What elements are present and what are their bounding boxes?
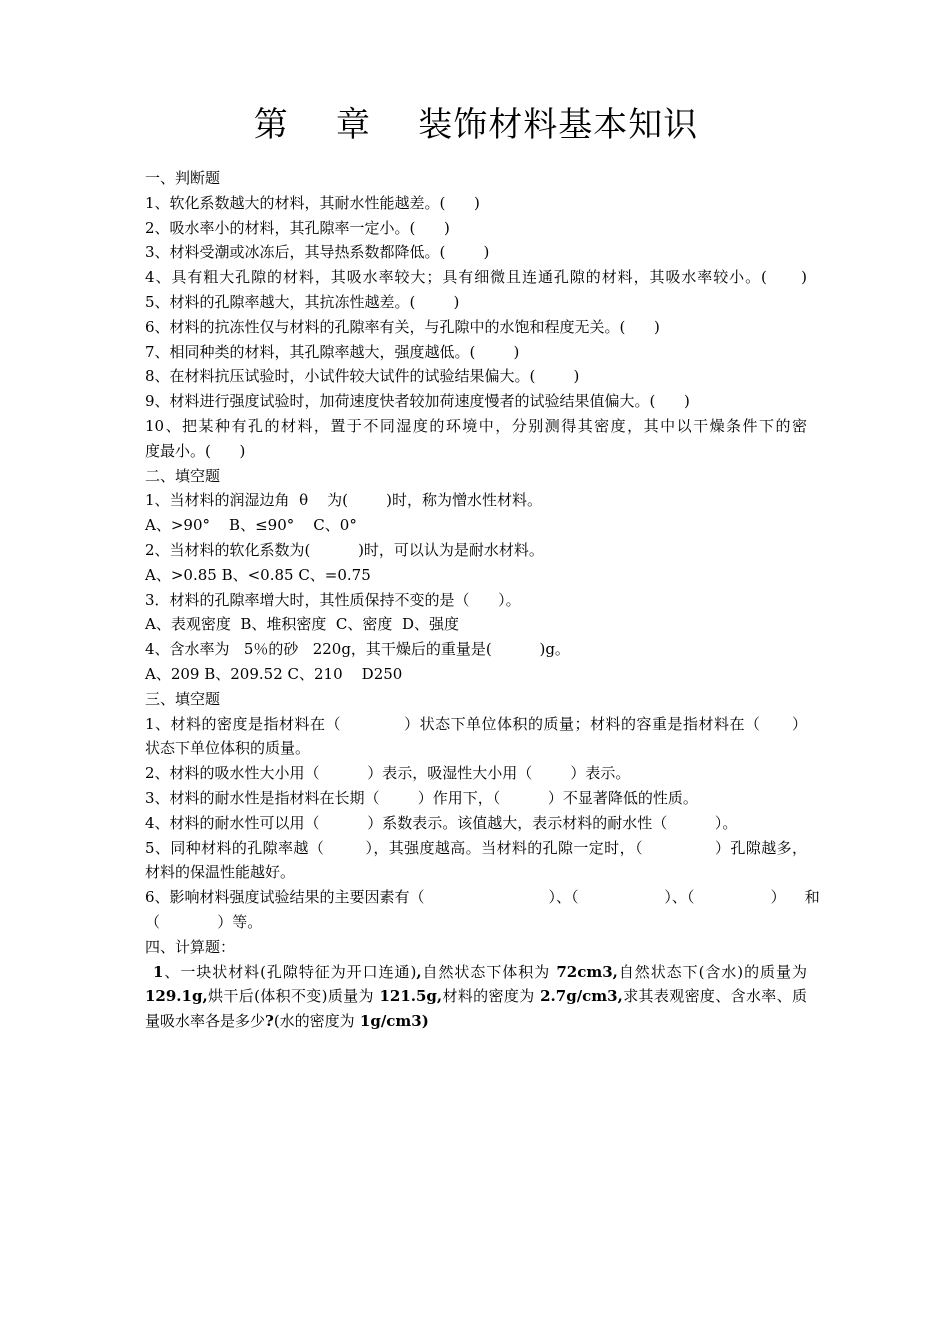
question-item: 5、同种材料的孔隙率越（ ），其强度越高。当材料的孔隙一定时，（ ）孔隙越多，	[145, 838, 807, 857]
problem-text: ,	[416, 962, 422, 981]
problem-text: 材料的密度为	[442, 987, 535, 1006]
problem-text: 自然状态下体积为	[421, 962, 551, 981]
question-item: 1、材料的密度是指材料在（ ）状态下单位体积的质量；材料的容重是指材料在（ ）	[145, 714, 807, 733]
question-item: 3．材料的孔隙率增大时，其性质保持不变的是（ ）。	[145, 590, 521, 609]
section-heading-judgement: 一、判断题	[145, 169, 221, 187]
question-item: 4、材料的耐水性可以用（ ）系数表示。该值越大，表示材料的耐水性（ ）。	[145, 813, 738, 832]
problem-text: 、一块状材料(孔隙特征为开口连通)	[163, 962, 417, 981]
problem-number: 1	[153, 962, 164, 981]
question-item: 2、吸水率小的材料，其孔隙率一定小。( )	[145, 218, 450, 237]
question-item: 2、当材料的软化系数为( )时，可以认为是耐水材料。	[145, 540, 544, 559]
problem-text: 自然状态下(含水)的质量为	[617, 962, 807, 981]
problem-text: 量吸水率各是多少	[145, 1012, 266, 1031]
calculation-problem-line	[145, 960, 807, 985]
question-item: 10、把某种有孔的材料，置于不同湿度的环境中，分别测得其密度，其中以干燥条件下的密	[145, 416, 807, 435]
question-item: 2、材料的吸水性大小用（ ）表示，吸湿性大小用（ ）表示。	[145, 764, 631, 783]
question-item-continued: （ ）等。	[145, 912, 263, 931]
question-item: 6、材料的抗冻性仅与材料的孔隙率有关，与孔隙中的水饱和程度无关。( )	[145, 317, 660, 336]
problem-text: ?	[265, 1012, 274, 1031]
question-item: 4、具有粗大孔隙的材料，其吸水率较大；具有细微且连通孔隙的材料，其吸水率较小。( )	[145, 268, 807, 287]
question-item: 5、材料的孔隙率越大，其抗冻性越差。( )	[145, 292, 460, 311]
answer-options: A、表观密度 B、堆积密度 C、密度 D、强度	[145, 615, 459, 634]
answer-options: A、209 B、209.52 C、210 D250	[145, 664, 403, 683]
problem-text: 求其表观密度、含水率、质	[622, 987, 807, 1006]
problem-value: 129.1g,	[145, 987, 208, 1006]
question-item: 4、含水率为 5％的砂 220g，其干燥后的重量是( )g。	[145, 640, 570, 659]
section-heading-fill-blank-2: 三、填空题	[145, 689, 221, 708]
question-item: 3、材料的耐水性是指材料在长期（ ）作用下，（ ）不显著降低的性质。	[145, 788, 698, 807]
problem-text: (水的密度为	[273, 1012, 355, 1031]
problem-text: 烘干后(体积不变)质量为	[207, 987, 374, 1006]
page-title: 第 章 装饰材料基本知识	[253, 105, 699, 145]
question-item: 7、相同种类的材料，其孔隙率越大，强度越低。( )	[145, 342, 520, 361]
document-body	[145, 166, 820, 1034]
problem-value: 72cm3,	[550, 962, 618, 981]
question-item: 8、在材料抗压试验时，小试件较大试件的试验结果偏大。( )	[145, 367, 580, 386]
question-item-continued: 度最小。( )	[145, 441, 246, 460]
problem-value: 121.5g,	[373, 987, 443, 1006]
question-item: 1、当材料的润湿边角 θ 为( )时，称为憎水性材料。	[145, 491, 543, 510]
question-item: 9、材料进行强度试验时，加荷速度快者较加荷速度慢者的试验结果值偏大。( )	[145, 392, 690, 411]
answer-options: A、>0.85 B、<0.85 C、=0.75	[145, 565, 371, 584]
question-item: 1、软化系数越大的材料，其耐水性能越差。( )	[145, 193, 480, 212]
calculation-problem-line	[145, 1009, 807, 1034]
section-heading-fill-blank: 二、填空题	[145, 466, 221, 485]
section-heading-calculation: 四、计算题：	[145, 937, 236, 956]
problem-value: 2.7g/cm3,	[534, 987, 623, 1006]
calculation-problem-line	[145, 984, 807, 1009]
question-item: 6、影响材料强度试验结果的主要因素有（ ）、（ ）、（ ） 和	[145, 888, 820, 907]
question-item-continued: 材料的保温性能越好。	[145, 863, 296, 882]
problem-value: 1g/cm3)	[354, 1012, 429, 1031]
question-item-continued: 状态下单位体积的质量。	[145, 739, 311, 758]
question-item: 3、材料受潮或冰冻后，其导热系数都降低。( )	[145, 243, 490, 262]
answer-options: A、>90° B、≤90° C、0°	[145, 516, 357, 535]
